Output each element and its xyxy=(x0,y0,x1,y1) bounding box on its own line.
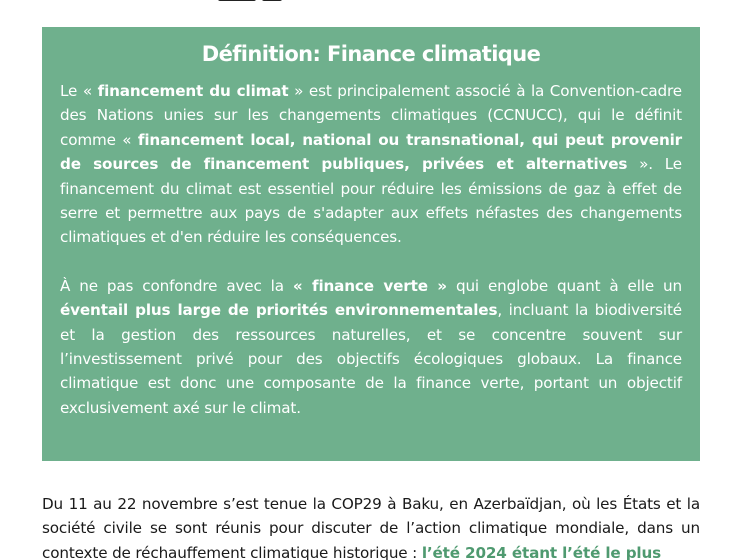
text-segment: À ne pas confondre avec la xyxy=(60,276,293,295)
text-segment: » est principalement associé à la Convention-cadre des Nations unies sur les changements climatiques (CCNUCC), qui le définit comme « xyxy=(60,82,683,149)
body-paragraph xyxy=(42,492,700,560)
text-segment: qui englobe quant à elle un xyxy=(446,276,682,295)
cut-off-text-line xyxy=(262,0,282,1)
text-segment: Le « xyxy=(60,82,98,100)
highlighted-text: l’été 2024 étant l’été le plus xyxy=(421,543,662,560)
definition-paragraph-1 xyxy=(60,79,682,250)
bold-definition-quote: financement local, national ou transnational, qui peut provenir de sources de financement publiques, privées et alternatives xyxy=(60,130,682,174)
text-segment: ». Le financement du climat est essentiel pour réduire les émissions de gaz à effet de serre et permettre aux pays de s'adapter aux effets néfastes des changements climatiques et d'en réduire les conséquences. xyxy=(60,155,682,247)
definition-paragraph-2 xyxy=(60,274,682,420)
bold-term-financement-du-climat: financement du climat xyxy=(97,82,289,100)
definition-box xyxy=(42,27,700,461)
definition-title: Définition: Finance climatique xyxy=(201,42,541,66)
bold-term-finance-verte: « finance verte » xyxy=(292,276,447,295)
cut-off-text-line xyxy=(218,0,256,1)
text-segment: , incluant la biodiversité et la gestion des ressources naturelles, et se concentre souvent sur l’investissement privé pour des objectifs écologiques globaux. La finance climatique est donc une composante de la finance verte, portant un objectif exclusivement axé sur le climat. xyxy=(60,301,683,417)
previous-text-fragment xyxy=(0,0,740,4)
bold-priorites-environnementales: éventail plus large de priorités environnementales xyxy=(60,301,498,320)
text-segment: Du 11 au 22 novembre s’est tenue la COP29 à Baku, en Azerbaïdjan, où les États et la société civile se sont réunis pour discuter de l’action climatique mondiale, dans un contexte de réchauffement climatique historique : xyxy=(42,495,700,560)
